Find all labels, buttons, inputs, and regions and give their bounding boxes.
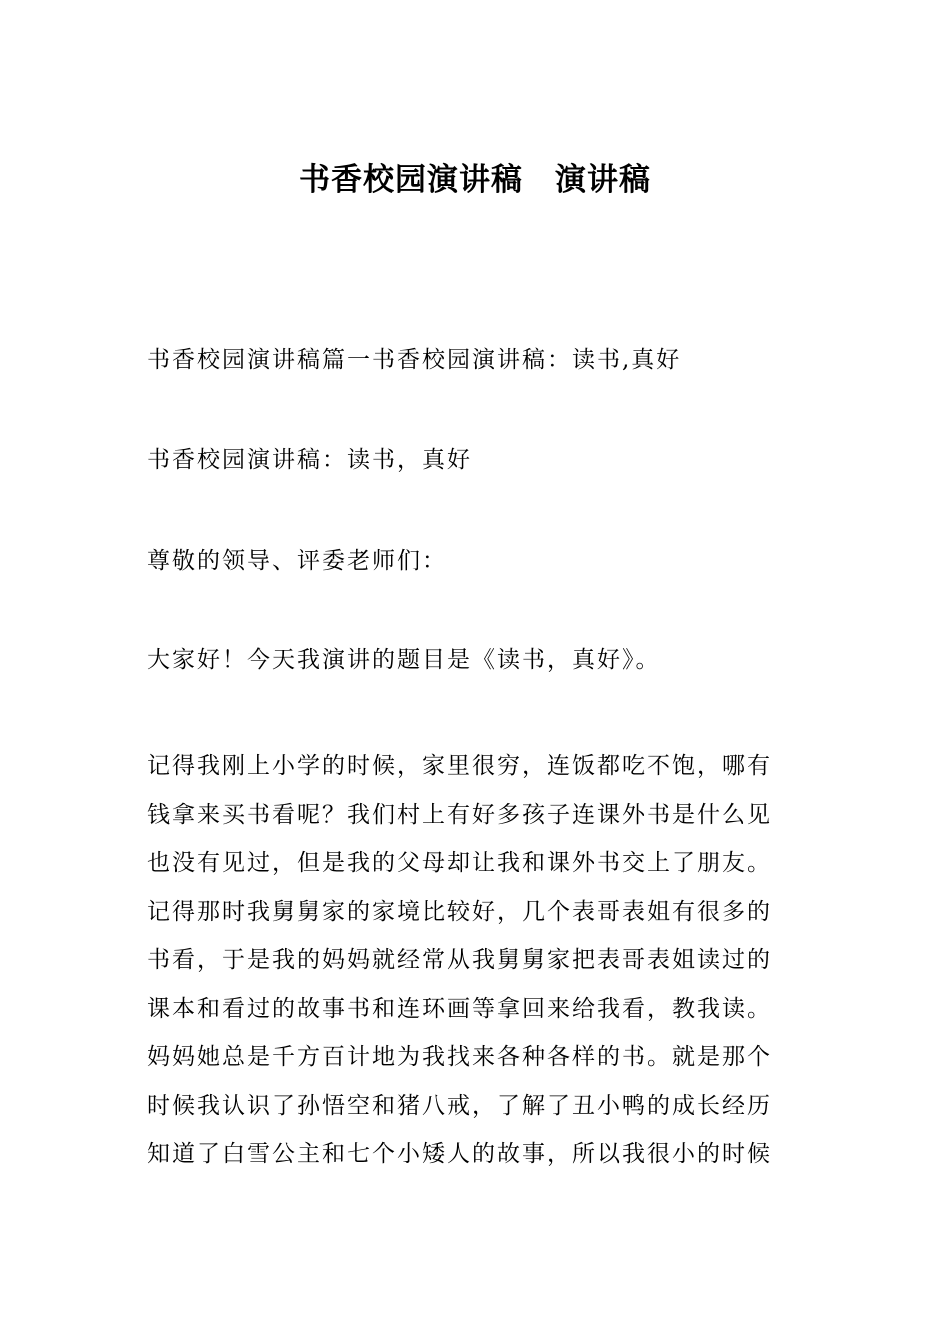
document-title: 书香校园演讲稿 演讲稿 [299,162,651,198]
body-line: 钱拿来买书看呢？我们村上有好多孩子连课外书是什么见 [147,801,772,828]
body-line: 知道了白雪公主和七个小矮人的故事，所以我很小的时候 [147,1141,772,1167]
paragraph-salutation: 尊敬的领导、评委老师们： [147,548,447,574]
paragraph-body [147,742,812,1179]
paragraph-heading-1: 书香校园演讲稿篇一书香校园演讲稿：读书,真好 [147,347,682,373]
body-line: 妈妈她总是千方百计地为我找来各种各样的书。就是那个 [147,1044,772,1070]
body-line: 记得那时我舅舅家的家境比较好，几个表哥表姐有很多的 [147,898,772,925]
body-line: 时候我认识了孙悟空和猪八戒，了解了丑小鸭的成长经历 [147,1092,772,1119]
body-line: 课本和看过的故事书和连环画等拿回来给我看，教我读。 [147,995,772,1022]
paragraph-heading-2: 书香校园演讲稿：读书，真好 [147,447,472,473]
body-line: 记得我刚上小学的时候，家里很穷，连饭都吃不饱，哪有 [147,753,772,779]
body-line: 也没有见过，但是我的父母却让我和课外书交上了朋友。 [147,850,772,876]
body-line: 书看，于是我的妈妈就经常从我舅舅家把表哥表姐读过的 [147,947,772,973]
paragraph-greeting: 大家好！今天我演讲的题目是《读书，真好》。 [147,647,661,673]
